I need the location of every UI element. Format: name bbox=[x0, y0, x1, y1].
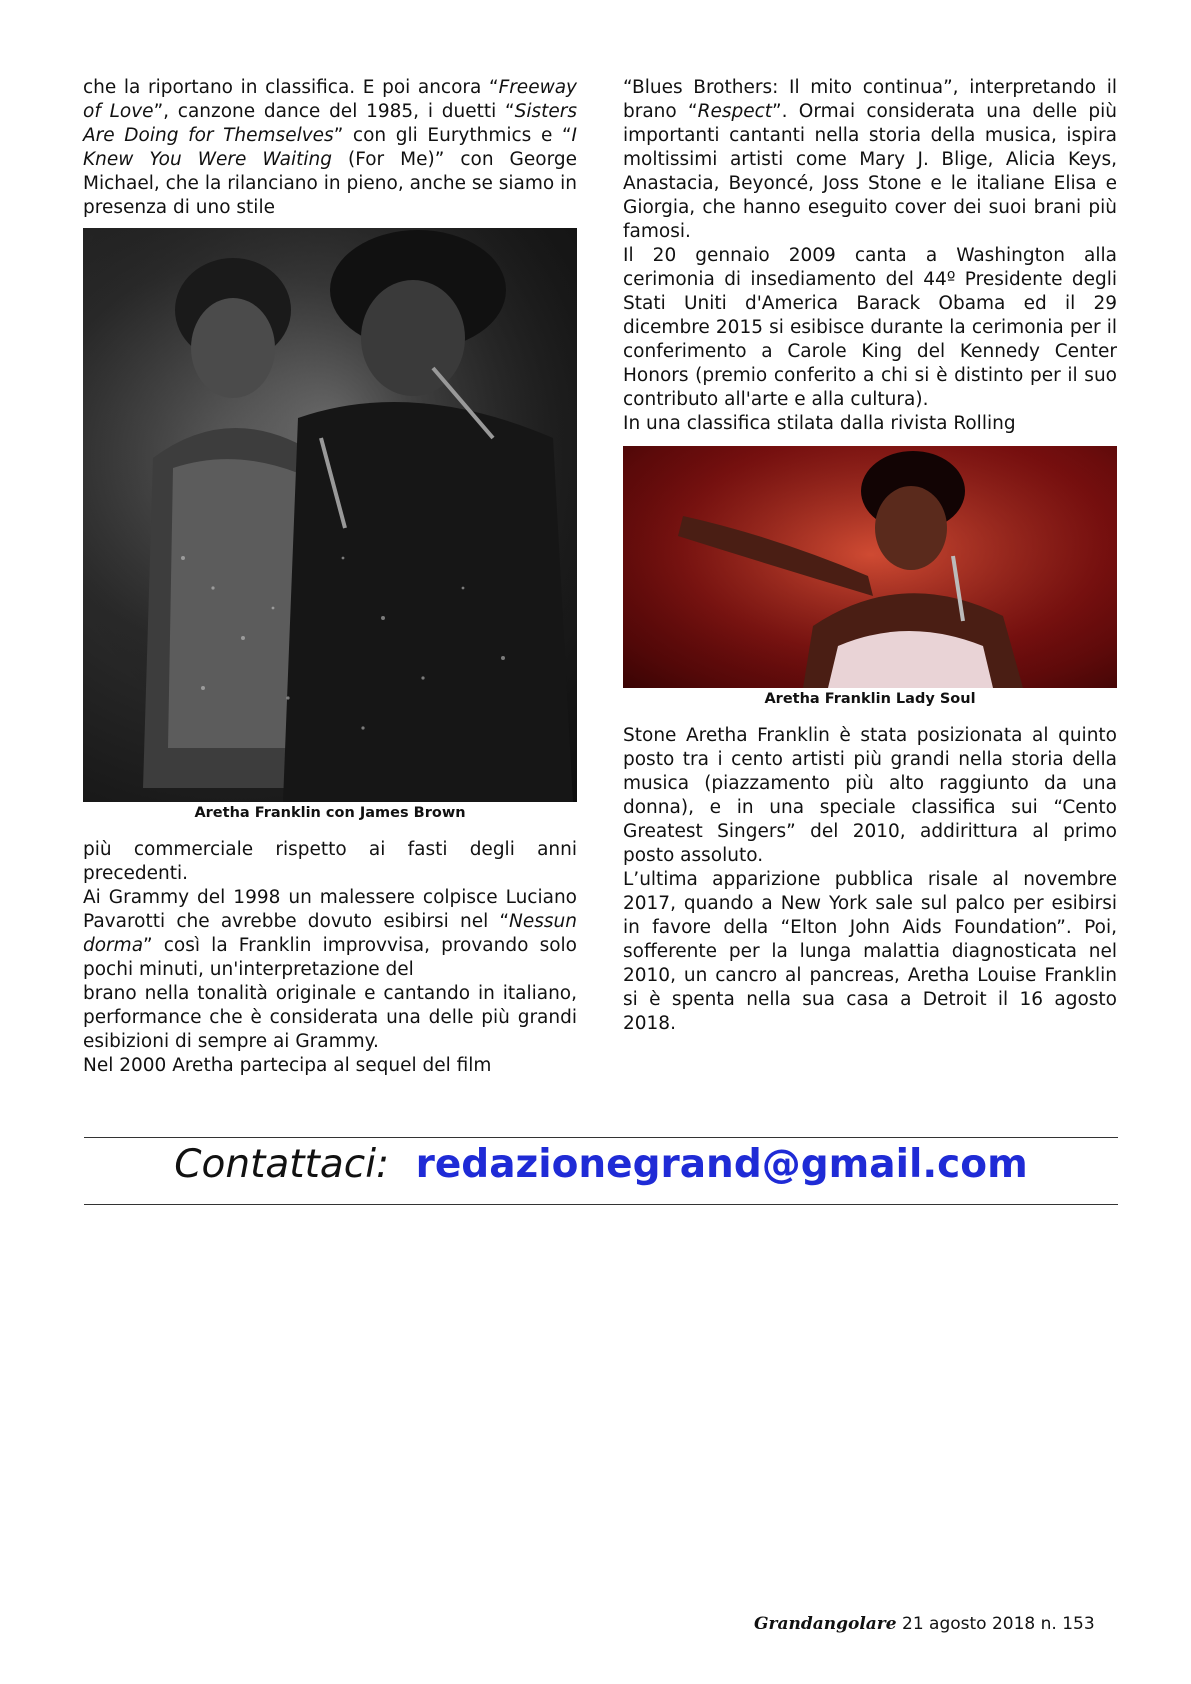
photo-caption-right: Aretha Franklin Lady Soul bbox=[764, 691, 976, 707]
left-para-5: Nel 2000 Aretha partecipa al sequel del film bbox=[83, 1055, 492, 1076]
right-column bbox=[623, 76, 1117, 1036]
photo-aretha-james-brown-illustration bbox=[83, 228, 577, 802]
contact-line bbox=[84, 1140, 1118, 1190]
divider-top bbox=[84, 1137, 1118, 1138]
footer-brand: Grandangolare bbox=[754, 1614, 897, 1634]
divider-bottom bbox=[84, 1204, 1118, 1205]
right-para-1: “Blues Brothers: Il mito continua”, interpretando il brano “Respect”. Ormai considerata una delle più importanti cantanti nella storia della musica, ispira moltissimi artisti come Mary J. Blige, Alicia Keys, Anastacia, Beyoncé, Joss Stone e le italiane Elisa e Giorgia, che hanno eseguito cover dei suoi brani più famosi. bbox=[623, 77, 1117, 242]
right-para-2: Il 20 gennaio 2009 canta a Washington alla cerimonia di insediamento del 44º Presidente degli Stati Uniti d'America Barack Obama ed il 29 dicembre 2015 si esibisce durante la cerimonia per il conferimento a Carole King del Kennedy Center Honors (premio conferito a chi si è distinto per il suo contributo all'arte e alla cultura). bbox=[623, 245, 1117, 410]
photo-aretha-james-brown bbox=[83, 228, 577, 802]
left-para-2: più commerciale rispetto ai fasti degli anni precedenti. bbox=[83, 839, 577, 884]
page-footer bbox=[754, 1614, 1095, 1634]
footer-issue: 21 agosto 2018 n. 153 bbox=[902, 1614, 1095, 1634]
photo-aretha-lady-soul-illustration bbox=[623, 446, 1117, 688]
left-column bbox=[83, 76, 577, 1078]
contact-label: Contattaci: bbox=[174, 1142, 390, 1187]
left-para-4: brano nella tonalità originale e cantando in italiano, performance che è considerata una delle più grandi esibizioni di sempre ai Grammy. bbox=[83, 983, 577, 1052]
right-para-3: In una classifica stilata dalla rivista Rolling bbox=[623, 413, 1016, 434]
photo-aretha-lady-soul bbox=[623, 446, 1117, 688]
right-para-5: L’ultima apparizione pubblica risale al novembre 2017, quando a New York sale sul palco per esibirsi in favore della “Elton John Aids Foundation”. Poi, sofferente per la lunga malattia diagnosticata nel 2010, un cancro al pancreas, Aretha Louise Franklin si è spenta nella sua casa a Detroit il 16 agosto 2018. bbox=[623, 869, 1117, 1034]
left-para-3: Ai Grammy del 1998 un malessere colpisce Luciano Pavarotti che avrebbe dovuto esibirsi nel “Nessun dorma” così la Franklin improvvisa, provando solo pochi minuti, un'interpretazione del bbox=[83, 887, 577, 980]
right-para-4: Stone Aretha Franklin è stata posizionata al quinto posto tra i cento artisti più grandi nella storia della musica (piazzamento più alto raggiunto da una donna), e in una speciale classifica sui “Cento Greatest Singers” del 2010, addirittura al primo posto assoluto. bbox=[623, 725, 1117, 866]
left-para-1: che la riportano in classifica. E poi ancora “Freeway of Love”, canzone dance del 1985, i duetti “Sisters Are Doing for Themselves” con gli Eurythmics e “I Knew You Were Waiting (For Me)” con George Michael, che la rilanciano in pieno, anche se siamo in presenza di uno stile bbox=[83, 77, 578, 218]
photo-caption-left: Aretha Franklin con James Brown bbox=[194, 805, 466, 821]
contact-email-link[interactable]: redazionegrand@gmail.com bbox=[415, 1142, 1028, 1187]
